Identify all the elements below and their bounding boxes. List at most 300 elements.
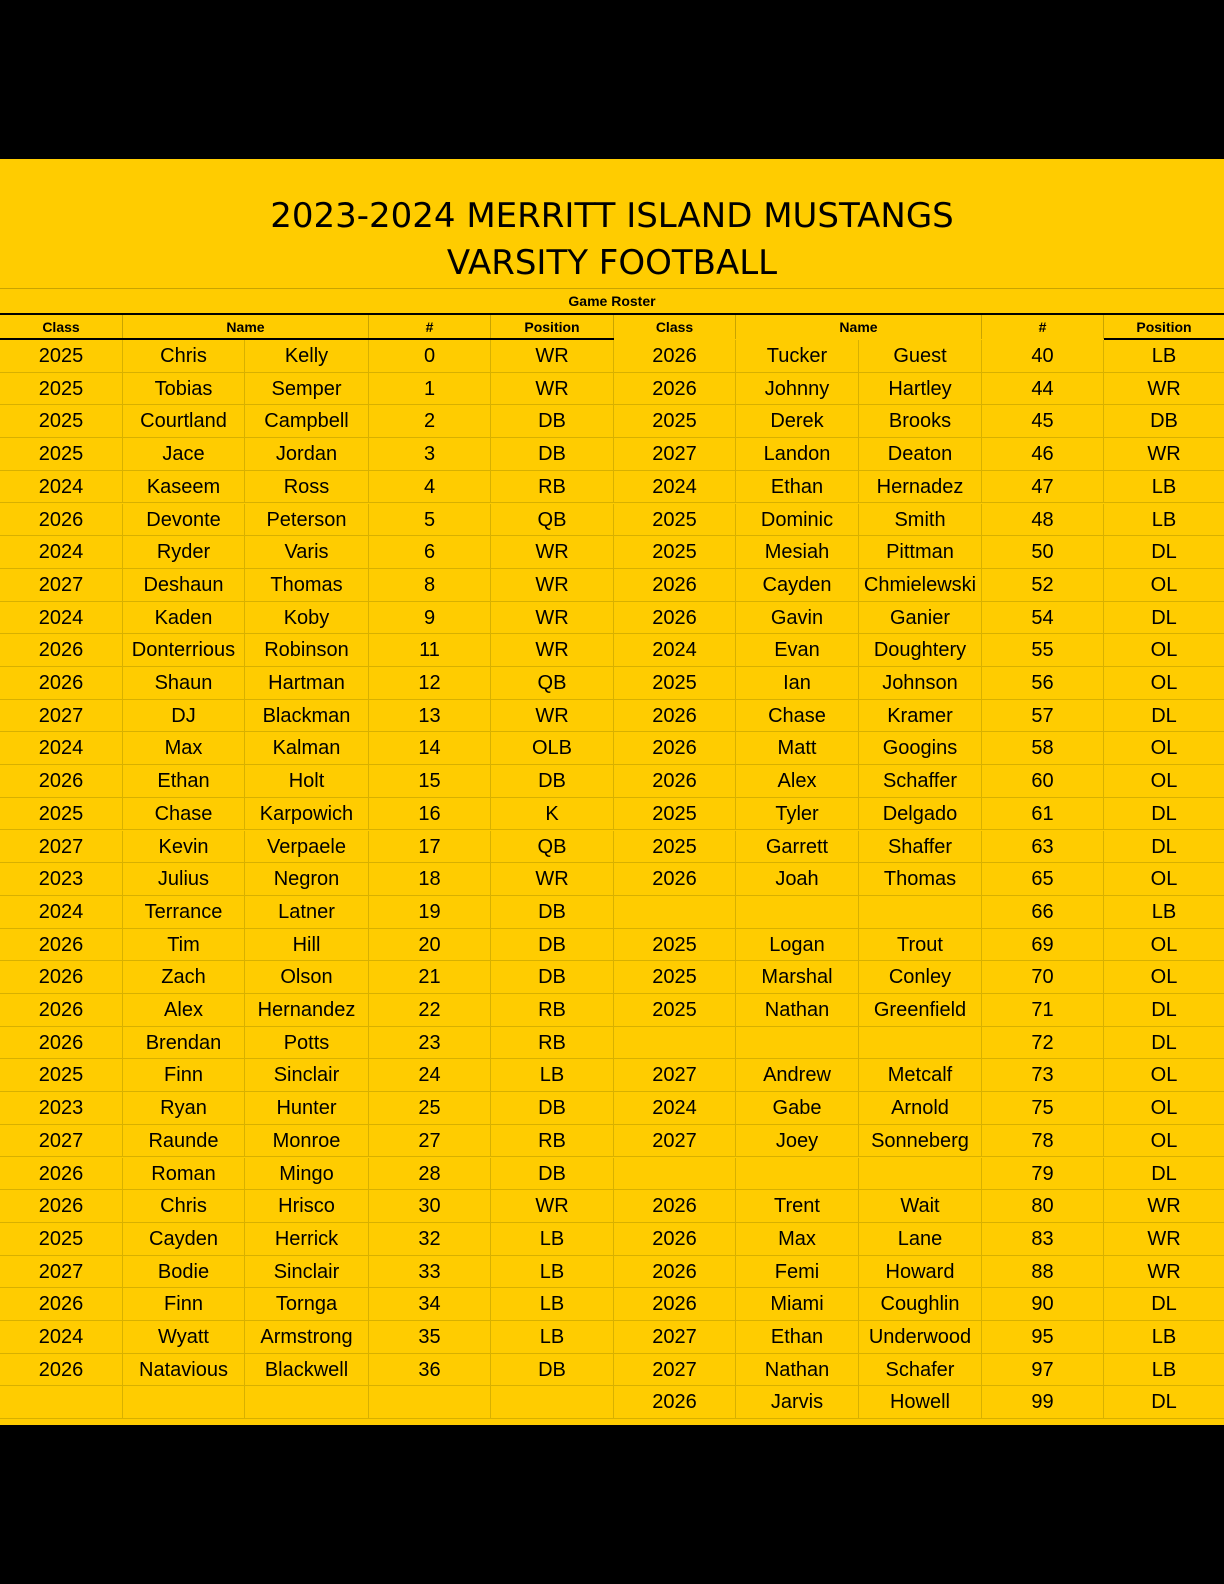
first-name-cell-right: Jarvis [736,1386,859,1418]
last-name-cell-right: Conley [859,961,982,993]
position-cell-left: LB [491,1223,614,1255]
table-row [0,1027,1224,1060]
class-cell-right: 2026 [614,732,736,764]
first-name-cell-right: Cayden [736,569,859,601]
first-name-cell-left: Natavious [123,1354,245,1386]
position-cell-left: DB [491,929,614,961]
number-cell-left [369,1386,491,1418]
first-name-cell-left: Ryder [123,536,245,568]
number-cell-right: 65 [982,863,1104,895]
number-cell-left: 24 [369,1059,491,1091]
header-position-left: Position [491,315,614,339]
number-cell-right: 40 [982,340,1104,372]
class-cell-right: 2026 [614,373,736,405]
class-cell-right: 2027 [614,1059,736,1091]
first-name-cell-left: Kevin [123,831,245,863]
position-cell-left: WR [491,1190,614,1222]
table-row [0,1256,1224,1289]
position-cell-right: OL [1150,737,1178,760]
table-row [0,863,1224,896]
last-name-cell-left: Thomas [245,569,369,601]
number-cell-right: 70 [982,961,1104,993]
table-row [0,994,1224,1027]
position-cell-right: OL [1150,573,1178,596]
last-name-cell-left: Kelly [245,340,369,372]
position-cell-right: LB [1151,345,1177,367]
position-cell-right: OL [1150,639,1178,662]
class-cell-left [0,1386,123,1418]
last-name-cell-left: Hill [245,929,369,961]
number-cell-left: 3 [369,438,491,470]
table-header [0,313,1224,339]
number-cell-left: 9 [369,602,491,634]
table-row [0,1223,1224,1256]
last-name-cell-left: Semper [245,373,369,405]
position-cell-right: OL [1150,770,1178,793]
class-cell-right: 2025 [614,667,736,699]
table-row [0,602,1224,635]
header-name-right: Name [736,315,982,339]
last-name-cell-right: Hernadez [859,471,982,503]
class-cell-right: 2026 [614,340,736,372]
table-row [0,1059,1224,1092]
number-cell-right: 56 [982,667,1104,699]
position-cell-right: DL [1151,606,1177,629]
position-cell-right: LB [1151,508,1177,531]
table-row [0,438,1224,471]
position-cell-right: WR [1147,443,1181,466]
position-cell-left: DB [491,765,614,797]
first-name-cell-left: Shaun [123,667,245,699]
first-name-cell-right: Landon [736,438,859,470]
class-cell-left: 2026 [0,667,123,699]
first-name-cell-left: Tim [123,929,245,961]
table-row [0,667,1224,700]
number-cell-left: 13 [369,700,491,732]
table-row [0,831,1224,864]
first-name-cell-left: Chris [123,1190,245,1222]
position-cell-left [491,1386,614,1418]
last-name-cell-left: Holt [245,765,369,797]
first-name-cell-left: Tobias [123,373,245,405]
last-name-cell-left: Latner [245,896,369,928]
roster-sheet [0,159,1224,1425]
position-cell-left: K [491,798,614,830]
table-row [0,1190,1224,1223]
number-cell-left: 22 [369,994,491,1026]
class-cell-left: 2026 [0,961,123,993]
position-cell-left: WR [491,863,614,895]
last-name-cell-right: Schafer [859,1354,982,1386]
number-cell-left: 8 [369,569,491,601]
number-cell-right: 61 [982,798,1104,830]
number-cell-right: 71 [982,994,1104,1026]
position-cell-right: DL [1151,1162,1177,1185]
number-cell-right: 99 [982,1386,1104,1418]
first-name-cell-left: Kaden [123,602,245,634]
position-cell-right: LB [1151,475,1177,498]
last-name-cell-right: Pittman [859,536,982,568]
first-name-cell-right: Gabe [736,1092,859,1124]
last-name-cell-right: Shaffer [859,831,982,863]
position-cell-right: DL [1151,835,1177,858]
class-cell-left: 2025 [0,340,123,372]
last-name-cell-left: Koby [245,602,369,634]
last-name-cell-left: Karpowich [245,798,369,830]
table-row [0,1288,1224,1321]
last-name-cell-left: Ross [245,471,369,503]
position-cell-right: LB [1151,1326,1177,1348]
position-cell-right: DL [1151,999,1177,1021]
position-cell-right: OL [1150,672,1178,694]
class-cell-left: 2027 [0,1125,123,1157]
number-cell-right: 69 [982,929,1104,961]
position-cell-right: WR [1147,1227,1181,1250]
position-cell-left: RB [491,471,614,503]
first-name-cell-left: Roman [123,1158,245,1190]
class-cell-right: 2026 [614,863,736,895]
last-name-cell-right: Doughtery [859,634,982,666]
class-cell-right [614,896,736,928]
number-cell-right: 88 [982,1256,1104,1288]
class-cell-right: 2025 [614,405,736,437]
first-name-cell-left: Wyatt [123,1321,245,1353]
header-class-left: Class [0,315,123,339]
first-name-cell-left: Jace [123,438,245,470]
position-cell-left: WR [491,569,614,601]
number-cell-left: 6 [369,536,491,568]
last-name-cell-right: Guest [859,340,982,372]
last-name-cell-left: Robinson [245,634,369,666]
last-name-cell-right: Chmielewski [859,569,982,601]
first-name-cell-right: Derek [736,405,859,437]
number-cell-right: 44 [982,373,1104,405]
last-name-cell-left: Blackman [245,700,369,732]
table-row [0,536,1224,569]
last-name-cell-left: Hrisco [245,1190,369,1222]
first-name-cell-left: Julius [123,863,245,895]
class-cell-left: 2027 [0,700,123,732]
number-cell-right: 58 [982,732,1104,764]
number-cell-right: 66 [982,896,1104,928]
number-cell-right: 57 [982,700,1104,732]
number-cell-left: 23 [369,1027,491,1059]
number-cell-left: 36 [369,1354,491,1386]
position-cell-right: WR [1147,1195,1181,1218]
number-cell-left: 2 [369,405,491,437]
first-name-cell-left: Courtland [123,405,245,437]
number-cell-left: 33 [369,1256,491,1288]
position-cell-right: OL [1150,868,1178,891]
first-name-cell-right: Johnny [736,373,859,405]
table-row [0,1158,1224,1191]
last-name-cell-right: Deaton [859,438,982,470]
position-cell-right: DL [1151,1031,1177,1054]
class-cell-right: 2024 [614,634,736,666]
first-name-cell-left: Deshaun [123,569,245,601]
table-row [0,1354,1224,1387]
first-name-cell-left: Finn [123,1059,245,1091]
last-name-cell-right: Greenfield [859,994,982,1026]
last-name-cell-left: Blackwell [245,1354,369,1386]
class-cell-right: 2026 [614,765,736,797]
position-cell-left: RB [491,1125,614,1157]
class-cell-left: 2024 [0,471,123,503]
last-name-cell-right: Underwood [859,1321,982,1353]
position-cell-right: OL [1150,1097,1178,1120]
number-cell-right: 54 [982,602,1104,634]
number-cell-right: 72 [982,1027,1104,1059]
table-row [0,471,1224,504]
class-cell-right: 2026 [614,1223,736,1255]
number-cell-left: 0 [369,340,491,372]
table-row [0,700,1224,733]
last-name-cell-left: Armstrong [245,1321,369,1353]
class-cell-right: 2027 [614,1321,736,1353]
first-name-cell-right [736,1027,859,1059]
first-name-cell-right: Tyler [736,798,859,830]
last-name-cell-right [859,1027,982,1059]
position-cell-right: DB [1150,410,1178,433]
class-cell-right: 2026 [614,602,736,634]
last-name-cell-right: Delgado [859,798,982,830]
number-cell-right: 45 [982,405,1104,437]
number-cell-left: 12 [369,667,491,699]
last-name-cell-right [859,896,982,928]
last-name-cell-right: Sonneberg [859,1125,982,1157]
last-name-cell-right: Johnson [859,667,982,699]
last-name-cell-left: Hunter [245,1092,369,1124]
number-cell-right: 83 [982,1223,1104,1255]
number-cell-left: 18 [369,863,491,895]
number-cell-right: 60 [982,765,1104,797]
position-cell-right: OL [1150,1064,1178,1087]
last-name-cell-left: Potts [245,1027,369,1059]
table-row [0,373,1224,406]
last-name-cell-left: Sinclair [245,1059,369,1091]
last-name-cell-left: Varis [245,536,369,568]
class-cell-right: 2026 [614,1190,736,1222]
class-cell-left: 2025 [0,438,123,470]
table-row [0,340,1224,373]
title-line-2: VARSITY FOOTBALL [446,243,778,283]
number-cell-right: 52 [982,569,1104,601]
class-cell-right: 2024 [614,1092,736,1124]
last-name-cell-right: Kramer [859,700,982,732]
last-name-cell-left: Tornga [245,1288,369,1320]
position-cell-right: DL [1151,541,1177,564]
number-cell-right: 63 [982,831,1104,863]
class-cell-right: 2026 [614,1386,736,1418]
class-cell-right: 2025 [614,994,736,1026]
position-cell-right: OL [1150,1129,1178,1152]
first-name-cell-left: Ethan [123,765,245,797]
last-name-cell-right: Wait [859,1190,982,1222]
class-cell-left: 2024 [0,732,123,764]
number-cell-left: 27 [369,1125,491,1157]
first-name-cell-right: Trent [736,1190,859,1222]
first-name-cell-right: Mesiah [736,536,859,568]
number-cell-left: 25 [369,1092,491,1124]
position-cell-left: WR [491,373,614,405]
first-name-cell-right: Nathan [736,994,859,1026]
position-cell-right: LB [1151,900,1177,923]
position-cell-right: DL [1151,1391,1177,1414]
position-cell-left: WR [491,700,614,732]
number-cell-right: 47 [982,471,1104,503]
last-name-cell-left: Sinclair [245,1256,369,1288]
position-cell-left: DB [491,1092,614,1124]
position-cell-right: WR [1147,377,1181,400]
first-name-cell-right: Max [736,1223,859,1255]
first-name-cell-right: Alex [736,765,859,797]
position-cell-left: OLB [491,732,614,764]
number-cell-right: 73 [982,1059,1104,1091]
class-cell-right: 2025 [614,831,736,863]
last-name-cell-right: Howell [859,1386,982,1418]
first-name-cell-left: Bodie [123,1256,245,1288]
last-name-cell-right: Hartley [859,373,982,405]
position-cell-left: LB [491,1059,614,1091]
number-cell-left: 14 [369,732,491,764]
first-name-cell-left: Chase [123,798,245,830]
position-cell-left: DB [491,1354,614,1386]
number-cell-right: 50 [982,536,1104,568]
class-cell-left: 2024 [0,602,123,634]
class-cell-left: 2027 [0,569,123,601]
last-name-cell-left: Negron [245,863,369,895]
number-cell-right: 97 [982,1354,1104,1386]
last-name-cell-left: Jordan [245,438,369,470]
first-name-cell-right: Miami [736,1288,859,1320]
first-name-cell-left: Terrance [123,896,245,928]
first-name-cell-right: Logan [736,929,859,961]
subtitle: Game Roster [568,293,656,309]
position-cell-right: LB [1151,1358,1177,1381]
first-name-cell-left: Max [123,732,245,764]
number-cell-left: 17 [369,831,491,863]
number-cell-right: 55 [982,634,1104,666]
position-cell-left: RB [491,994,614,1026]
first-name-cell-right: Marshal [736,961,859,993]
class-cell-left: 2026 [0,504,123,536]
class-cell-right: 2026 [614,1288,736,1320]
number-cell-left: 32 [369,1223,491,1255]
class-cell-left: 2025 [0,373,123,405]
position-cell-left: DB [491,961,614,993]
last-name-cell-right: Schaffer [859,765,982,797]
position-cell-right: DL [1151,802,1177,825]
header-name-left: Name [123,315,369,339]
header-number-left: # [369,315,491,339]
first-name-cell-right: Tucker [736,340,859,372]
first-name-cell-left [123,1386,245,1418]
first-name-cell-right: Evan [736,634,859,666]
number-cell-left: 28 [369,1158,491,1190]
class-cell-left: 2024 [0,536,123,568]
table-row [0,569,1224,602]
table-row [0,1386,1224,1419]
first-name-cell-right: Ian [736,667,859,699]
number-cell-left: 15 [369,765,491,797]
first-name-cell-left: Cayden [123,1223,245,1255]
last-name-cell-left: Hernandez [245,994,369,1026]
first-name-cell-right: Nathan [736,1354,859,1386]
number-cell-left: 4 [369,471,491,503]
class-cell-left: 2026 [0,994,123,1026]
class-cell-left: 2024 [0,896,123,928]
position-cell-left: QB [491,504,614,536]
table-row [0,504,1224,537]
first-name-cell-right: Andrew [736,1059,859,1091]
last-name-cell-left: Peterson [245,504,369,536]
position-cell-left: WR [491,602,614,634]
number-cell-left: 34 [369,1288,491,1320]
first-name-cell-right: Matt [736,732,859,764]
position-cell-left: LB [491,1321,614,1353]
class-cell-left: 2025 [0,1223,123,1255]
table-row [0,896,1224,929]
table-row [0,929,1224,962]
class-cell-left: 2026 [0,1354,123,1386]
title-line-1: 2023-2024 MERRITT ISLAND MUSTANGS [270,196,954,236]
number-cell-right: 90 [982,1288,1104,1320]
number-cell-right: 79 [982,1158,1104,1190]
last-name-cell-right [859,1158,982,1190]
position-cell-left: QB [491,667,614,699]
table-row [0,634,1224,667]
last-name-cell-right: Howard [859,1256,982,1288]
number-cell-right: 48 [982,504,1104,536]
class-cell-right: 2025 [614,536,736,568]
last-name-cell-right: Ganier [859,602,982,634]
last-name-cell-right: Arnold [859,1092,982,1124]
table-row [0,961,1224,994]
number-cell-left: 5 [369,504,491,536]
class-cell-left: 2027 [0,1256,123,1288]
class-cell-left: 2026 [0,929,123,961]
last-name-cell-left: Olson [245,961,369,993]
last-name-cell-right: Thomas [859,863,982,895]
position-cell-left: LB [491,1256,614,1288]
number-cell-right: 75 [982,1092,1104,1124]
class-cell-right: 2025 [614,798,736,830]
header-number-right: # [982,315,1104,339]
position-cell-left: WR [491,340,614,372]
last-name-cell-left: Monroe [245,1125,369,1157]
number-cell-left: 30 [369,1190,491,1222]
first-name-cell-left: Finn [123,1288,245,1320]
first-name-cell-left: Chris [123,340,245,372]
position-cell-left: DB [491,405,614,437]
first-name-cell-right: Joah [736,863,859,895]
first-name-cell-left: DJ [123,700,245,732]
first-name-cell-right [736,896,859,928]
first-name-cell-left: Brendan [123,1027,245,1059]
position-cell-left: QB [491,831,614,863]
number-cell-left: 35 [369,1321,491,1353]
position-cell-left: LB [491,1288,614,1320]
table-row [0,405,1224,438]
class-cell-left: 2026 [0,1027,123,1059]
header-class-right: Class [614,315,736,339]
class-cell-right: 2025 [614,504,736,536]
class-cell-left: 2024 [0,1321,123,1353]
class-cell-left: 2026 [0,1158,123,1190]
table-row [0,798,1224,831]
number-cell-right: 78 [982,1125,1104,1157]
last-name-cell-left: Verpaele [245,831,369,863]
